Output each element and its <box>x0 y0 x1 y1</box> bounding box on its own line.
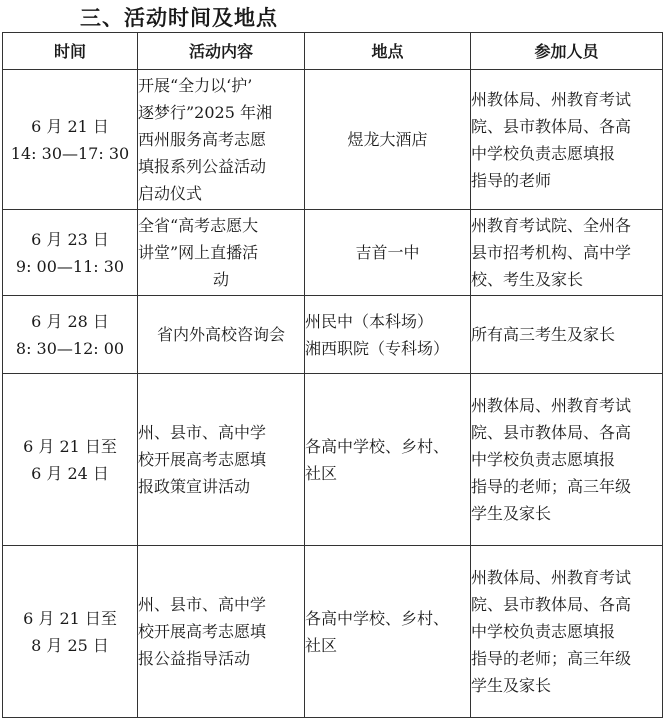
time-range: 8: 30—12: 00 <box>15 338 125 358</box>
time-cell <box>3 546 138 718</box>
participants-line: 中学校负责志愿填报 <box>471 143 616 163</box>
participants-line: 院、县市教体局、各高 <box>471 423 632 442</box>
activity-line: 全省“高考志愿大 <box>138 216 259 235</box>
participants-line: 校、考生及家长 <box>471 270 584 289</box>
activity-line: 动 <box>212 270 229 289</box>
place-cell <box>305 70 471 210</box>
place-line: 煜龙大酒店 <box>347 130 428 149</box>
activity-cell <box>138 374 305 546</box>
place-line: 各高中学校、乡村、 <box>305 608 450 628</box>
activity-line: 讲堂”网上直播活 <box>138 243 259 262</box>
table-row <box>3 296 663 374</box>
place-cell <box>305 210 471 296</box>
time-range: 14: 30—17: 30 <box>10 143 130 163</box>
participants-line: 州教体局、州教育考试 <box>471 396 632 415</box>
place-line: 湘西职院（专科场） <box>305 338 450 358</box>
activity-line: 报公益指导活动 <box>138 649 251 668</box>
activity-cell <box>138 296 305 374</box>
activity-line: 开展“全力以‘护’ <box>138 76 253 95</box>
participants-line: 院、县市教体局、各高 <box>471 595 632 614</box>
header-participants: 参加人员 <box>471 33 663 70</box>
header-place: 地点 <box>305 33 471 70</box>
place-line: 各高中学校、乡村、 <box>305 436 450 456</box>
time-date-end: 6 月 24 日 <box>31 463 109 483</box>
participants-cell <box>471 374 663 546</box>
participants-line: 中学校负责志愿填报 <box>471 450 616 469</box>
table-row <box>3 546 663 718</box>
time-date-end: 8 月 25 日 <box>31 635 109 655</box>
time-date: 6 月 21 日 <box>31 116 109 136</box>
participants-line: 学生及家长 <box>471 504 552 523</box>
activity-line: 校开展高考志愿填 <box>138 450 267 469</box>
participants-line: 院、县市教体局、各高 <box>471 116 632 136</box>
header-time: 时间 <box>3 33 138 70</box>
time-cell <box>3 70 138 210</box>
time-date: 6 月 28 日 <box>31 311 109 331</box>
activity-line: 州、县市、高中学 <box>138 595 267 614</box>
participants-line: 中学校负责志愿填报 <box>471 622 616 641</box>
participants-line: 州教体局、州教育考试 <box>471 89 632 109</box>
activity-line: 州、县市、高中学 <box>138 423 267 442</box>
activity-line: 报政策宣讲活动 <box>138 477 251 496</box>
place-cell <box>305 296 471 374</box>
participants-cell <box>471 296 663 374</box>
time-cell <box>3 210 138 296</box>
participants-line: 指导的老师；高三年级 <box>471 649 632 668</box>
section-heading: 三、活动时间及地点 <box>80 6 278 30</box>
table-header-row <box>3 33 663 70</box>
place-line: 社区 <box>305 635 338 655</box>
place-line: 社区 <box>305 463 338 483</box>
participants-line: 州教育考试院、全州各 <box>471 216 632 235</box>
time-cell <box>3 296 138 374</box>
participants-cell <box>471 70 663 210</box>
time-cell <box>3 374 138 546</box>
table-row <box>3 374 663 546</box>
place-cell <box>305 546 471 718</box>
activity-cell <box>138 210 305 296</box>
activity-line: 启动仪式 <box>138 184 203 203</box>
activity-line: 省内外高校咨询会 <box>156 325 285 344</box>
participants-cell <box>471 210 663 296</box>
participants-line: 县市招考机构、高中学 <box>471 243 632 262</box>
table-row <box>3 70 663 210</box>
activity-cell <box>138 70 305 210</box>
time-date: 6 月 23 日 <box>31 229 109 249</box>
place-line: 吉首一中 <box>355 243 420 262</box>
table-row <box>3 210 663 296</box>
time-date: 6 月 21 日至 <box>23 436 117 456</box>
activity-schedule-table <box>2 32 663 718</box>
participants-line: 指导的老师 <box>471 170 552 190</box>
participants-line: 所有高三考生及家长 <box>471 325 616 344</box>
place-cell <box>305 374 471 546</box>
header-activity: 活动内容 <box>138 33 305 70</box>
participants-line: 学生及家长 <box>471 676 552 695</box>
activity-line: 西州服务高考志愿 <box>138 130 267 149</box>
participants-cell <box>471 546 663 718</box>
participants-line: 州教体局、州教育考试 <box>471 568 632 587</box>
activity-line: 校开展高考志愿填 <box>138 622 267 641</box>
place-line: 州民中（本科场） <box>305 311 434 331</box>
time-date: 6 月 21 日至 <box>23 608 117 628</box>
activity-line: 逐梦行”2025 年湘 <box>138 103 272 122</box>
time-range: 9: 00—11: 30 <box>15 256 125 276</box>
activity-cell <box>138 546 305 718</box>
activity-line: 填报系列公益活动 <box>138 157 267 176</box>
participants-line: 指导的老师；高三年级 <box>471 477 632 496</box>
